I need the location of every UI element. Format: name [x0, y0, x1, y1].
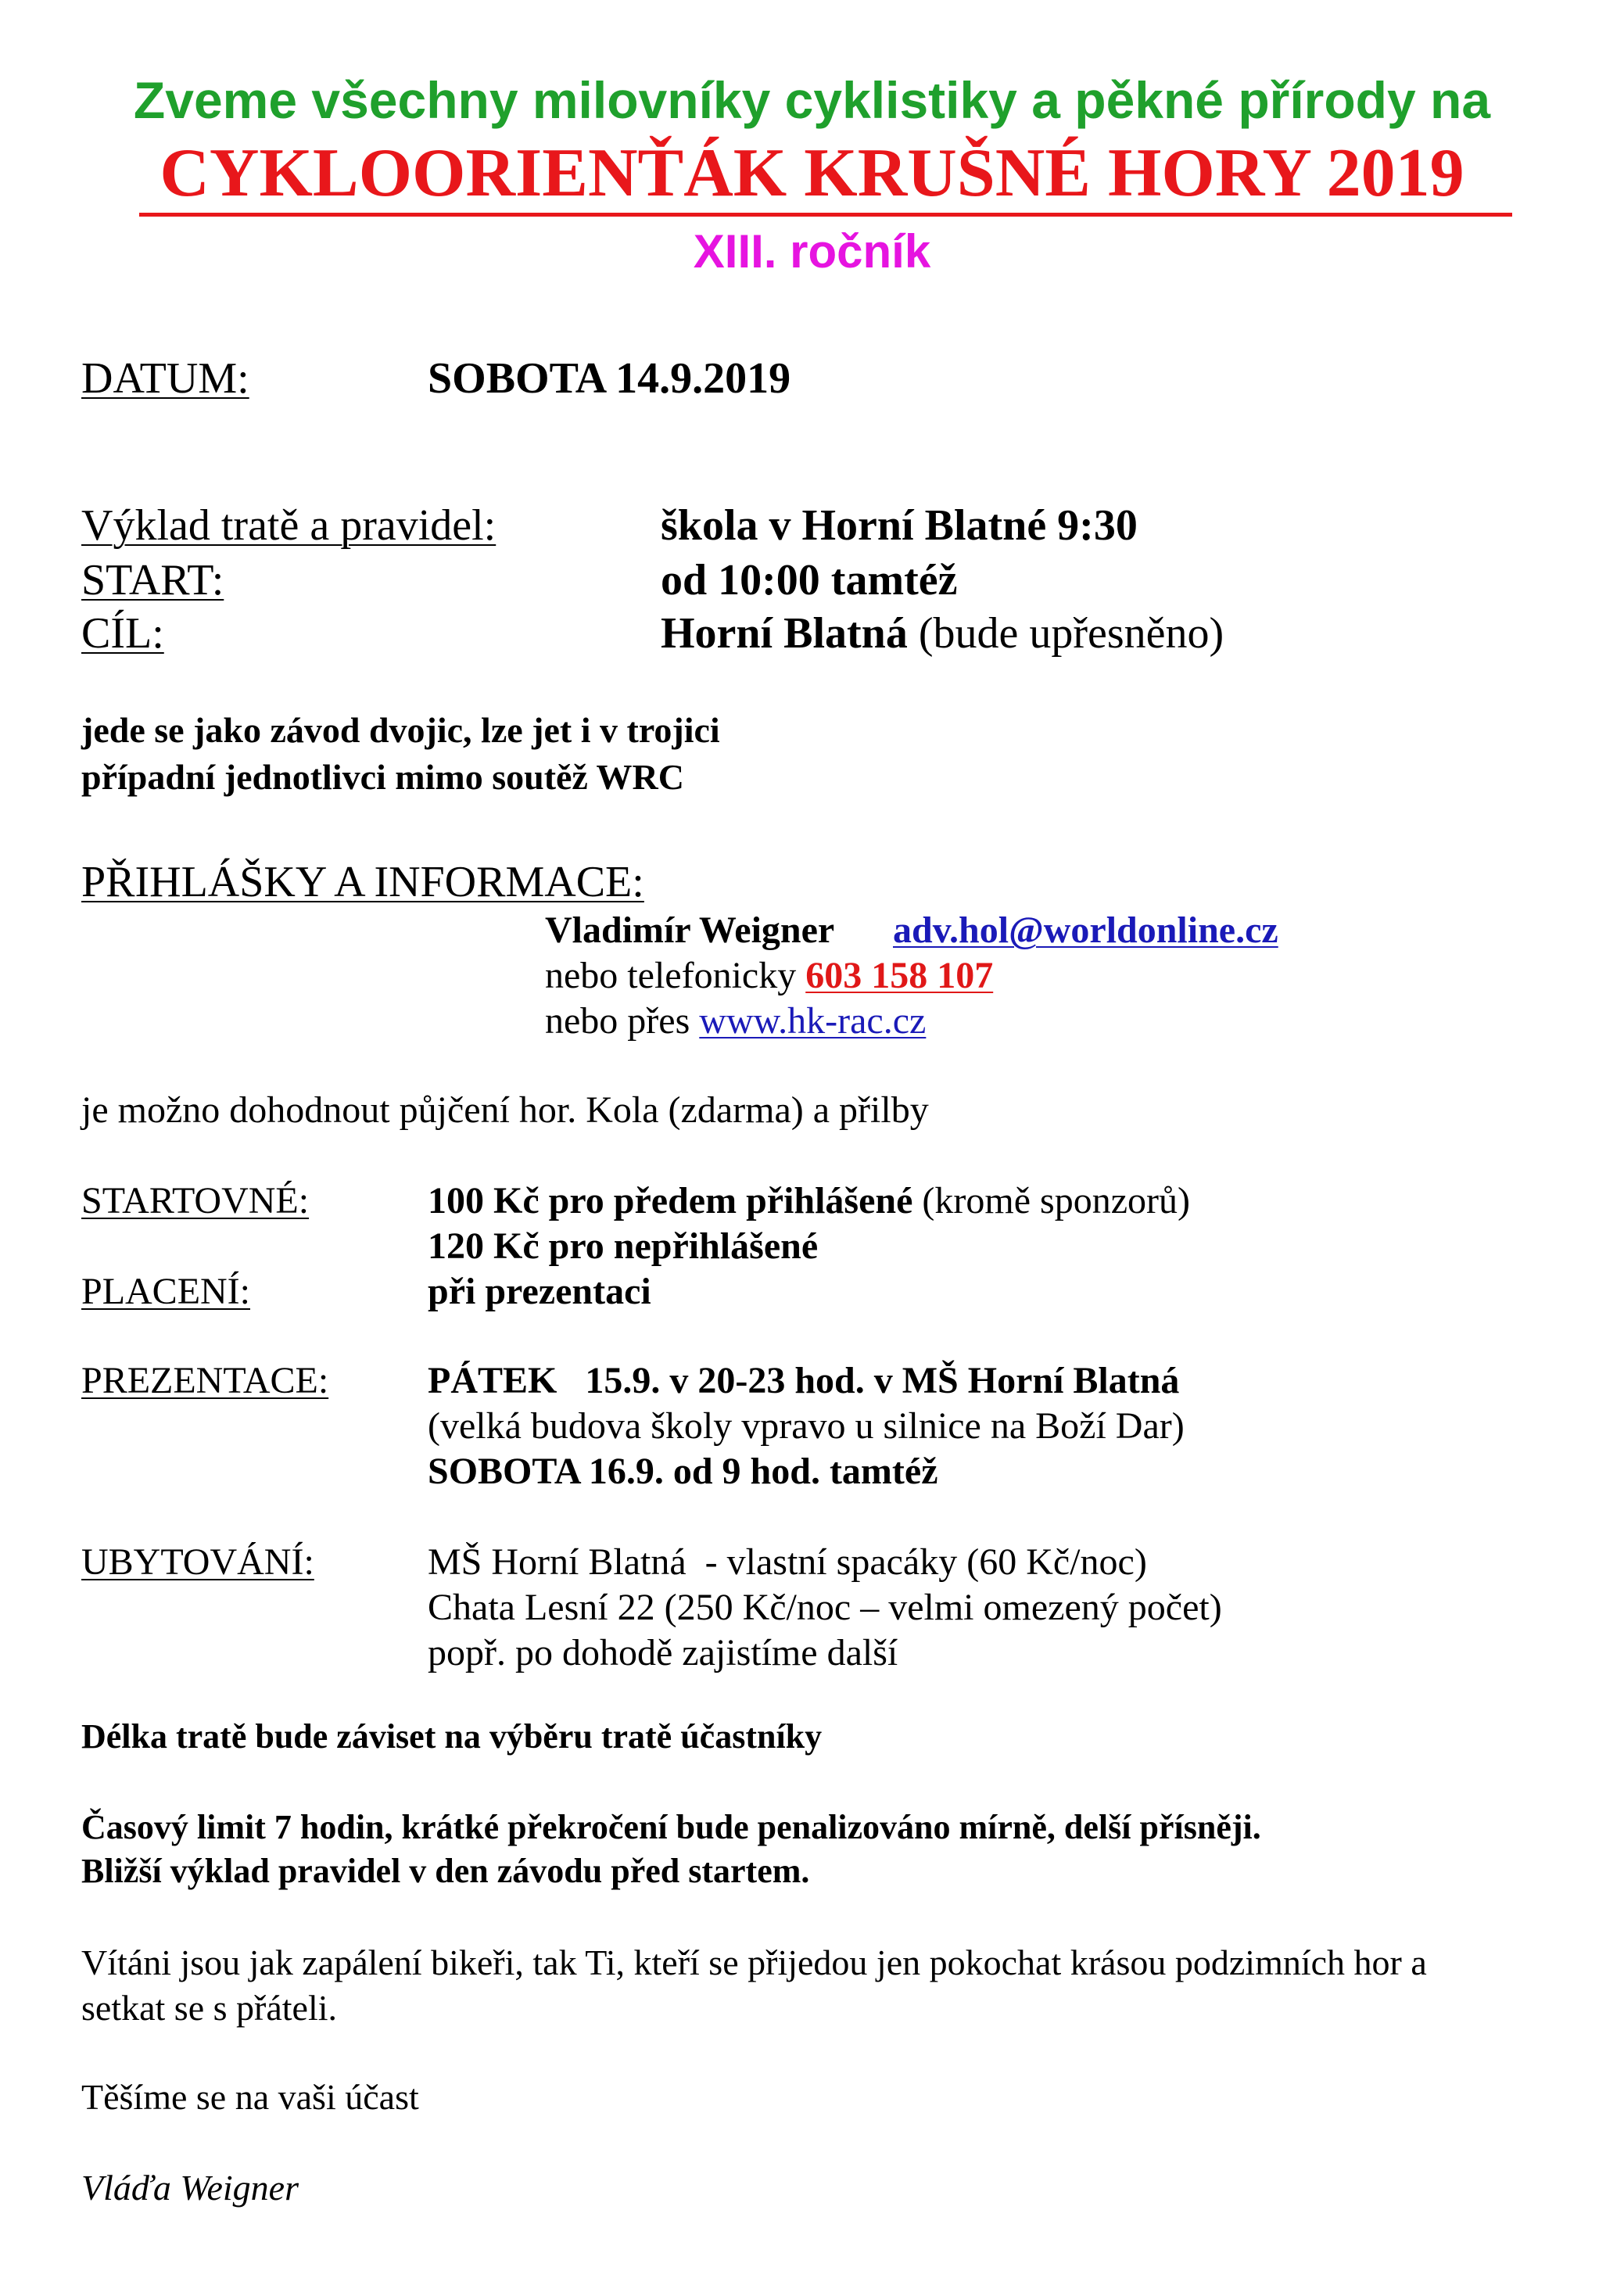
contact-email-link[interactable]: adv.hol@worldonline.cz	[893, 909, 1278, 951]
date-label: DATUM:	[81, 354, 249, 403]
payment-label: PLACENÍ:	[81, 1271, 250, 1312]
registration-location-note: (velká budova školy vpravo u silnice na Boží Dar)	[428, 1405, 1185, 1447]
event-title: CYKLOORIENŤÁK KRUŠNÉ HORY 2019	[160, 135, 1464, 211]
welcome-line-2: setkat se s přáteli.	[81, 1988, 338, 2028]
contact-heading: PŘIHLÁŠKY A INFORMACE:	[81, 858, 644, 906]
rule-individuals: případní jednotlivci mimo soutěž WRC	[81, 757, 684, 797]
time-limit-note: Časový limit 7 hodin, krátké překročení bude penalizováno mírně, delší přísněji.	[81, 1808, 1261, 1846]
payment-value: při prezentaci	[428, 1271, 651, 1312]
finish-label: CÍL:	[81, 609, 164, 658]
accommodation-other: popř. po dohodě zajistíme další	[428, 1632, 898, 1673]
rental-note: je možno dohodnout půjčení hor. Kola (zdarma) a přilby	[81, 1089, 929, 1131]
fee-preregistered	[428, 1179, 1190, 1223]
accommodation-cottage: Chata Lesní 22 (250 Kč/noc – velmi omezený počet)	[428, 1587, 1222, 1628]
finish-value	[661, 608, 1224, 658]
briefing-value: škola v Horní Blatné 9:30	[661, 501, 1138, 550]
closing-line: Těšíme se na vaši účast	[81, 2077, 419, 2117]
registration-saturday: SOBOTA 16.9. od 9 hod. tamtéž	[428, 1451, 938, 1492]
fee-preregistered-amount: 100 Kč pro předem přihlášené	[428, 1180, 913, 1221]
phone-link[interactable]: 603 158 107	[805, 955, 994, 996]
phone-prefix: nebo telefonicky	[545, 955, 806, 996]
phone-line	[545, 954, 993, 998]
signature: Vláďa Weigner	[81, 2168, 299, 2208]
start-label: START:	[81, 556, 224, 604]
title-underline	[139, 213, 1512, 217]
accommodation-label: UBYTOVÁNÍ:	[81, 1541, 314, 1583]
registration-friday: PÁTEK 15.9. v 20-23 hod. v MŠ Horní Blatná	[428, 1360, 1180, 1401]
rule-pairs: jede se jako závod dvojic, lze jet i v trojici	[81, 710, 720, 750]
web-line	[545, 999, 926, 1043]
fee-preregistered-note: (kromě sponzorů)	[912, 1180, 1190, 1221]
finish-location: Horní Blatná	[661, 609, 908, 658]
rules-briefing-note: Bližší výklad pravidel v den závodu před startem.	[81, 1852, 810, 1890]
welcome-line-1: Vítáni jsou jak zapálení bikeři, tak Ti, kteří se přijedou jen pokochat krásou podzimních hor a	[81, 1942, 1427, 1982]
edition-label: XIII. ročník	[693, 225, 931, 278]
track-length-note: Délka tratě bude záviset na výběru tratě účastníky	[81, 1717, 823, 1756]
web-prefix: nebo přes	[545, 1000, 700, 1042]
accommodation-school: MŠ Horní Blatná - vlastní spacáky (60 Kč/noc)	[428, 1541, 1147, 1583]
briefing-label: Výklad tratě a pravidel:	[81, 501, 497, 550]
fees-label: STARTOVNÉ:	[81, 1180, 310, 1221]
title-invitation: Zveme všechny milovníky cyklistiky a pěkné přírody na	[133, 71, 1491, 129]
finish-note: (bude upřesněno)	[907, 609, 1224, 658]
start-value: od 10:00 tamtéž	[661, 556, 958, 604]
fee-unregistered: 120 Kč pro nepřihlášené	[428, 1225, 819, 1267]
website-link[interactable]: www.hk-rac.cz	[699, 1000, 927, 1042]
contact-name: Vladimír Weigner	[545, 909, 835, 951]
date-value: SOBOTA 14.9.2019	[428, 354, 791, 403]
registration-label: PREZENTACE:	[81, 1360, 329, 1401]
